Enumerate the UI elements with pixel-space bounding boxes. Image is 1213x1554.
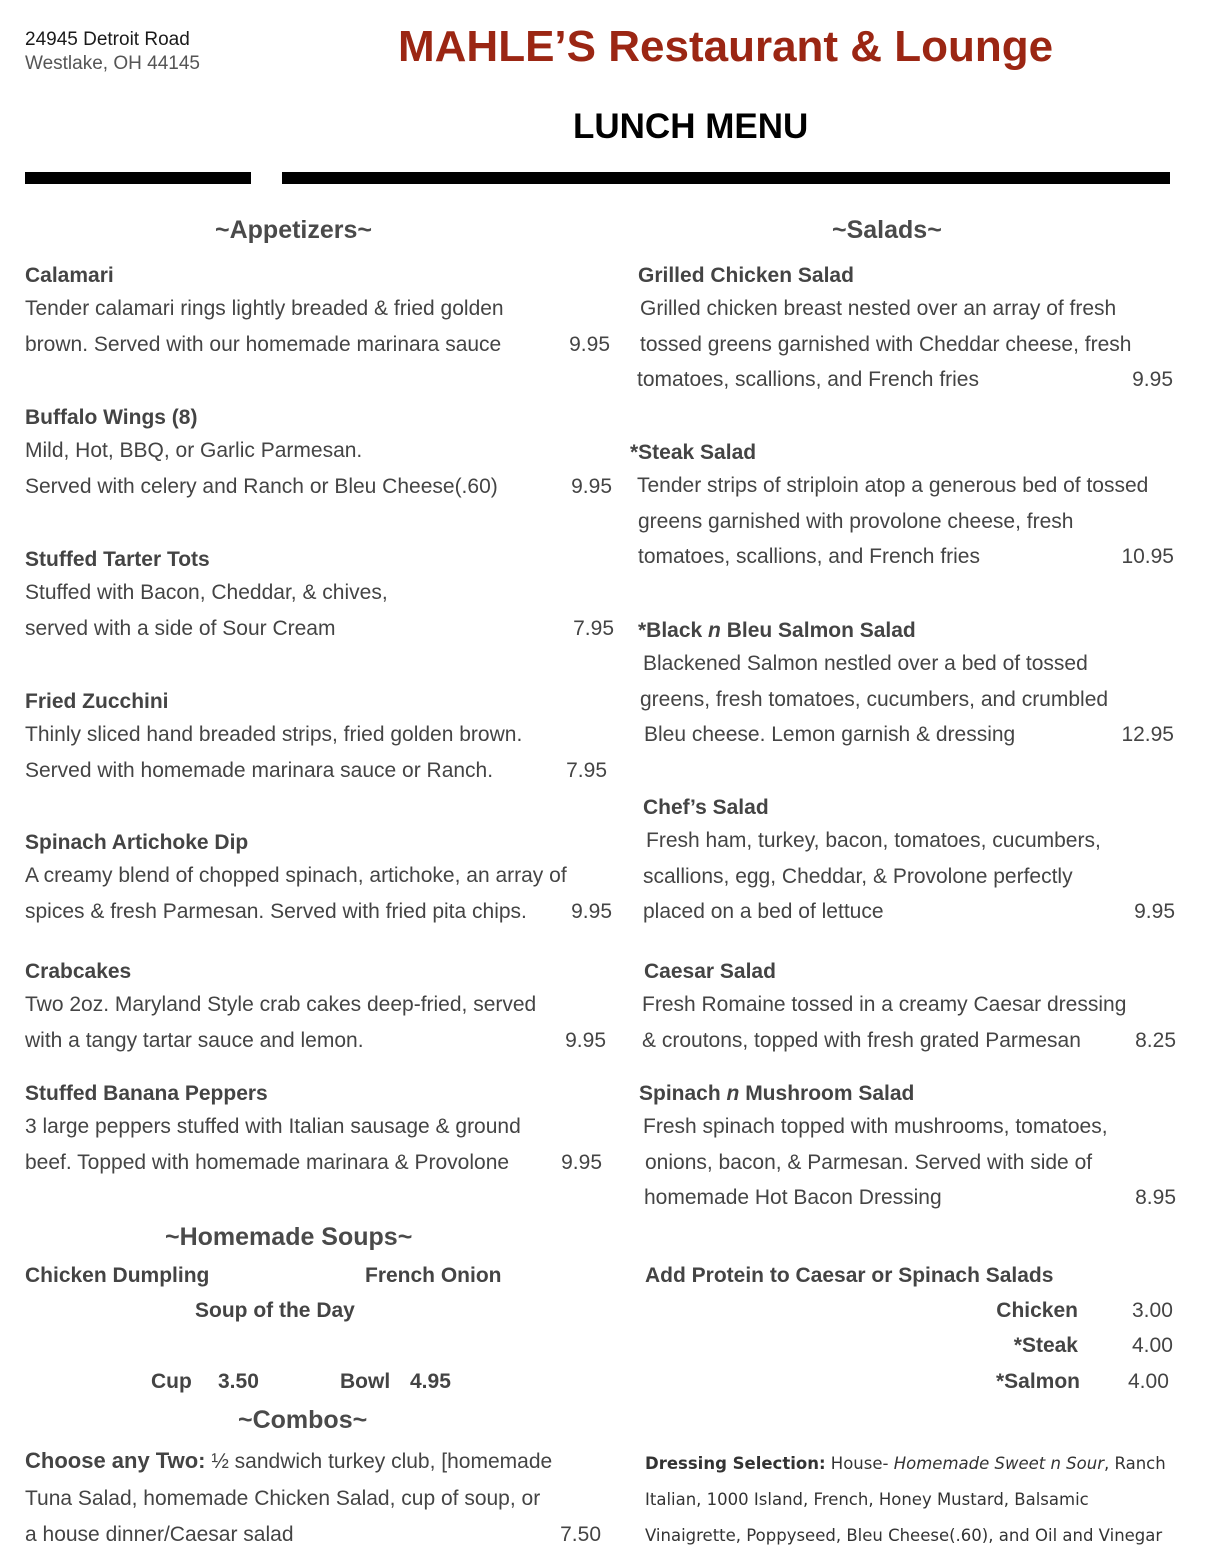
- combo-lead: Choose any Two:: [25, 1448, 206, 1473]
- header-rule-left: [25, 172, 251, 184]
- item-desc: Fresh Romaine tossed in a creamy Caesar dressing: [642, 993, 1127, 1016]
- address-line-1: 24945 Detroit Road: [25, 29, 190, 50]
- protein-option-chicken: [900, 1299, 1078, 1329]
- item-price: 9.95: [569, 332, 610, 356]
- item-price: 9.95: [561, 1150, 602, 1174]
- item-desc: tomatoes, scallions, and French fries: [638, 545, 980, 568]
- menu-item-stuffed-tarter-tots: [25, 545, 614, 646]
- combo-line: ½ sandwich turkey club, [homemade: [205, 1450, 553, 1473]
- item-desc: Tender strips of striploin atop a generous bed of tossed: [637, 474, 1149, 497]
- protein-option-steak: [900, 1334, 1078, 1364]
- item-price: 9.95: [571, 899, 612, 923]
- item-name: Chef’s Salad: [643, 796, 769, 819]
- item-price: 8.25: [1135, 1028, 1176, 1052]
- header-rule-right: [282, 172, 1170, 184]
- menu-item-stuffed-banana-peppers: [25, 1079, 602, 1180]
- menu-item-calamari: [25, 261, 610, 362]
- item-desc: beef. Topped with homemade marinara & Provolone: [25, 1150, 510, 1174]
- protein-label: *Steak: [1013, 1334, 1078, 1357]
- bowl-price: 4.95: [410, 1370, 451, 1393]
- menu-item-spinach-artichoke-dip: [25, 828, 612, 929]
- item-desc: Thinly sliced hand breaded strips, fried golden brown.: [25, 723, 523, 746]
- combo-line: Tuna Salad, homemade Chicken Salad, cup of soup, or: [25, 1486, 541, 1510]
- protein-price: 4.00: [1132, 1334, 1173, 1357]
- item-price: 7.95: [566, 758, 607, 782]
- item-desc: Fresh ham, turkey, bacon, tomatoes, cucumbers,: [646, 829, 1101, 852]
- menu-item-crabcakes: [25, 957, 606, 1058]
- item-price: 9.95: [1134, 900, 1175, 923]
- dressing-label: Dressing Selection:: [645, 1454, 826, 1473]
- item-desc: placed on a bed of lettuce: [643, 900, 884, 923]
- restaurant-address: [25, 28, 200, 76]
- salads-heading: ~Salads~: [832, 216, 942, 244]
- item-desc: Served with homemade marinara sauce or Ranch.: [25, 758, 494, 782]
- item-desc: brown. Served with our homemade marinara sauce: [25, 332, 502, 356]
- cup-price: 3.50: [218, 1370, 259, 1393]
- combos-heading: ~Combos~: [238, 1406, 368, 1434]
- item-desc: served with a side of Sour Cream: [25, 616, 336, 640]
- menu-item-chefs-salad: [643, 793, 1175, 930]
- dressing-selection: Dressing Selection: House- Homemade Sweet n Sour, Ranch Italian, 1000 Island, French, Honey Mustard, Balsamic Vinaigrette, Poppyseed, Bleu Cheese(.60), and Oil and Vinegar: [645, 1446, 1166, 1554]
- item-desc: greens, fresh tomatoes, cucumbers, and crumbled: [640, 687, 1109, 711]
- item-desc: Stuffed with Bacon, Cheddar, & chives,: [25, 581, 388, 604]
- soup-french-onion: French Onion: [365, 1264, 502, 1287]
- item-desc: Mild, Hot, BBQ, or Garlic Parmesan.: [25, 439, 363, 462]
- menu-title: LUNCH MENU: [573, 107, 809, 146]
- item-desc: & croutons, topped with fresh grated Parmesan: [642, 1028, 1081, 1052]
- menu-item-fried-zucchini: [25, 687, 607, 788]
- item-desc: scallions, egg, Cheddar, & Provolone perfectly: [643, 864, 1073, 888]
- item-name: Grilled Chicken Salad: [638, 264, 854, 287]
- menu-item-spinach-n-mushroom-salad: [639, 1079, 1176, 1216]
- dressing-line: Italian, 1000 Island, French, Honey Mustard, Balsamic: [645, 1490, 1089, 1509]
- appetizers-heading: ~Appetizers~: [215, 216, 373, 244]
- item-desc: tossed greens garnished with Cheddar cheese, fresh: [640, 332, 1132, 356]
- protein-price: 3.00: [1132, 1299, 1173, 1322]
- address-line-2: Westlake, OH 44145: [25, 53, 200, 74]
- item-name: Crabcakes: [25, 960, 132, 983]
- soups-heading: ~Homemade Soups~: [165, 1223, 413, 1251]
- item-name: Calamari: [25, 264, 114, 287]
- item-name: Fried Zucchini: [25, 690, 169, 713]
- item-name: *Steak Salad: [630, 441, 757, 464]
- item-name: Spinach Artichoke Dip: [25, 831, 249, 854]
- item-name: *Black n Bleu Salmon Salad: [638, 619, 916, 642]
- item-desc: Bleu cheese. Lemon garnish & dressing: [644, 723, 1016, 746]
- menu-item-grilled-chicken-salad: [637, 261, 1173, 398]
- combo-description: [25, 1443, 603, 1554]
- item-desc: Blackened Salmon nestled over a bed of tossed: [643, 652, 1088, 675]
- restaurant-name: MAHLE’S Restaurant & Lounge: [398, 22, 1054, 71]
- protein-label: *Salmon: [995, 1370, 1080, 1393]
- soup-chicken-dumpling: Chicken Dumpling: [25, 1264, 210, 1287]
- item-desc: Tender calamari rings lightly breaded & fried golden: [25, 297, 504, 320]
- dressing-line: Vinaigrette, Poppyseed, Bleu Cheese(.60), and Oil and Vinegar: [645, 1526, 1163, 1545]
- menu-item-buffalo-wings: [25, 403, 612, 504]
- item-name: Caesar Salad: [644, 960, 776, 983]
- item-desc: onions, bacon, & Parmesan. Served with side of: [645, 1150, 1093, 1174]
- protein-label: Chicken: [996, 1299, 1078, 1322]
- cup-label: Cup: [151, 1370, 192, 1393]
- item-name: Spinach n Mushroom Salad: [639, 1082, 915, 1105]
- item-desc: Fresh spinach topped with mushrooms, tomatoes,: [643, 1115, 1108, 1138]
- protein-option-salmon: [900, 1370, 1080, 1400]
- item-name: Buffalo Wings (8): [25, 406, 198, 429]
- item-price: 7.95: [573, 616, 614, 640]
- menu-item-black-n-bleu-salmon-salad: [638, 616, 1174, 753]
- item-desc: A creamy blend of chopped spinach, artichoke, an array of: [25, 864, 567, 887]
- item-price: 10.95: [1121, 545, 1174, 568]
- menu-item-caesar-salad: [642, 957, 1176, 1058]
- item-desc: homemade Hot Bacon Dressing: [644, 1186, 942, 1209]
- item-price: 9.95: [571, 474, 612, 498]
- item-name: Stuffed Tarter Tots: [25, 548, 210, 571]
- combo-price: 7.50: [560, 1523, 601, 1546]
- soup-of-the-day: Soup of the Day: [195, 1299, 355, 1322]
- item-name: Stuffed Banana Peppers: [25, 1082, 268, 1105]
- protein-price: 4.00: [1128, 1370, 1169, 1393]
- item-price: 8.95: [1135, 1186, 1176, 1209]
- bowl-label: Bowl: [340, 1370, 391, 1393]
- item-desc: Two 2oz. Maryland Style crab cakes deep-fried, served: [25, 993, 537, 1016]
- item-desc: tomatoes, scallions, and French fries: [637, 368, 979, 391]
- add-protein-title: Add Protein to Caesar or Spinach Salads: [645, 1264, 1054, 1287]
- item-desc: Grilled chicken breast nested over an array of fresh: [640, 297, 1117, 320]
- item-desc: spices & fresh Parmesan. Served with fried pita chips.: [25, 899, 527, 923]
- item-desc: with a tangy tartar sauce and lemon.: [25, 1028, 364, 1052]
- item-desc: 3 large peppers stuffed with Italian sausage & ground: [25, 1115, 521, 1138]
- item-price: 9.95: [1132, 368, 1173, 391]
- item-desc: Served with celery and Ranch or Bleu Cheese(.60): [25, 474, 498, 498]
- combo-line: a house dinner/Caesar salad: [25, 1523, 294, 1546]
- item-price: 12.95: [1121, 723, 1174, 746]
- item-desc: greens garnished with provolone cheese, fresh: [638, 509, 1074, 533]
- menu-item-steak-salad: [630, 438, 1174, 575]
- item-price: 9.95: [565, 1028, 606, 1052]
